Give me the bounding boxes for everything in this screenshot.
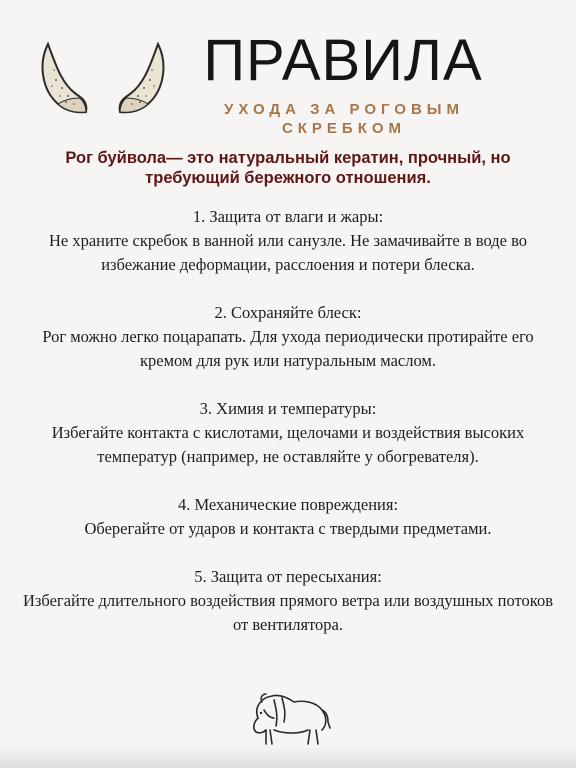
horn-icon: [106, 40, 170, 122]
rule-item: [18, 397, 558, 469]
horn-icon: [36, 40, 100, 122]
rules-list: [18, 205, 558, 661]
rule-item: [18, 493, 558, 541]
rule-item: [18, 301, 558, 373]
rule-text: Избегайте длительного воздействия прямого ветра или воздушных потоков от вентилятора.: [23, 591, 553, 634]
rule-title: 2. Сохраняйте блеск:: [214, 303, 362, 322]
bottom-shadow: [0, 746, 576, 768]
lead-text: Рог буйвола— это натуральный кератин, прочный, но требующий бережного отношения.: [65, 149, 511, 187]
rule-text: Рог можно легко поцарапать. Для ухода периодически протирайте его кремом для рук или натуральным маслом.: [42, 327, 534, 370]
rule-text: Не храните скребок в ванной или санузле. Не замачивайте в воде во избежание деформации, расслоения и потери блеска.: [48, 231, 527, 274]
rule-title: 5. Защита от пересыхания:: [194, 567, 382, 586]
page-title: ПРАВИЛА: [203, 28, 483, 93]
rule-title: 4. Механические повреждения:: [177, 495, 399, 514]
rule-title: 3. Химия и температуры:: [199, 399, 377, 418]
rule-title: 1. Защита от влаги и жары:: [192, 207, 384, 226]
rule-text: Избегайте контакта с кислотами, щелочами и воздействия высоких температур (например, не оставляйте у обогревателя).: [51, 423, 525, 466]
bison-icon: [244, 688, 332, 750]
rule-item: [18, 205, 558, 277]
rule-text: Оберегайте от ударов и контакта с твердыми предметами.: [84, 519, 492, 538]
rule-item: [18, 565, 558, 637]
page-subtitle: УХОДА ЗА РОГОВЫМ СКРЕБКОМ: [224, 101, 464, 137]
